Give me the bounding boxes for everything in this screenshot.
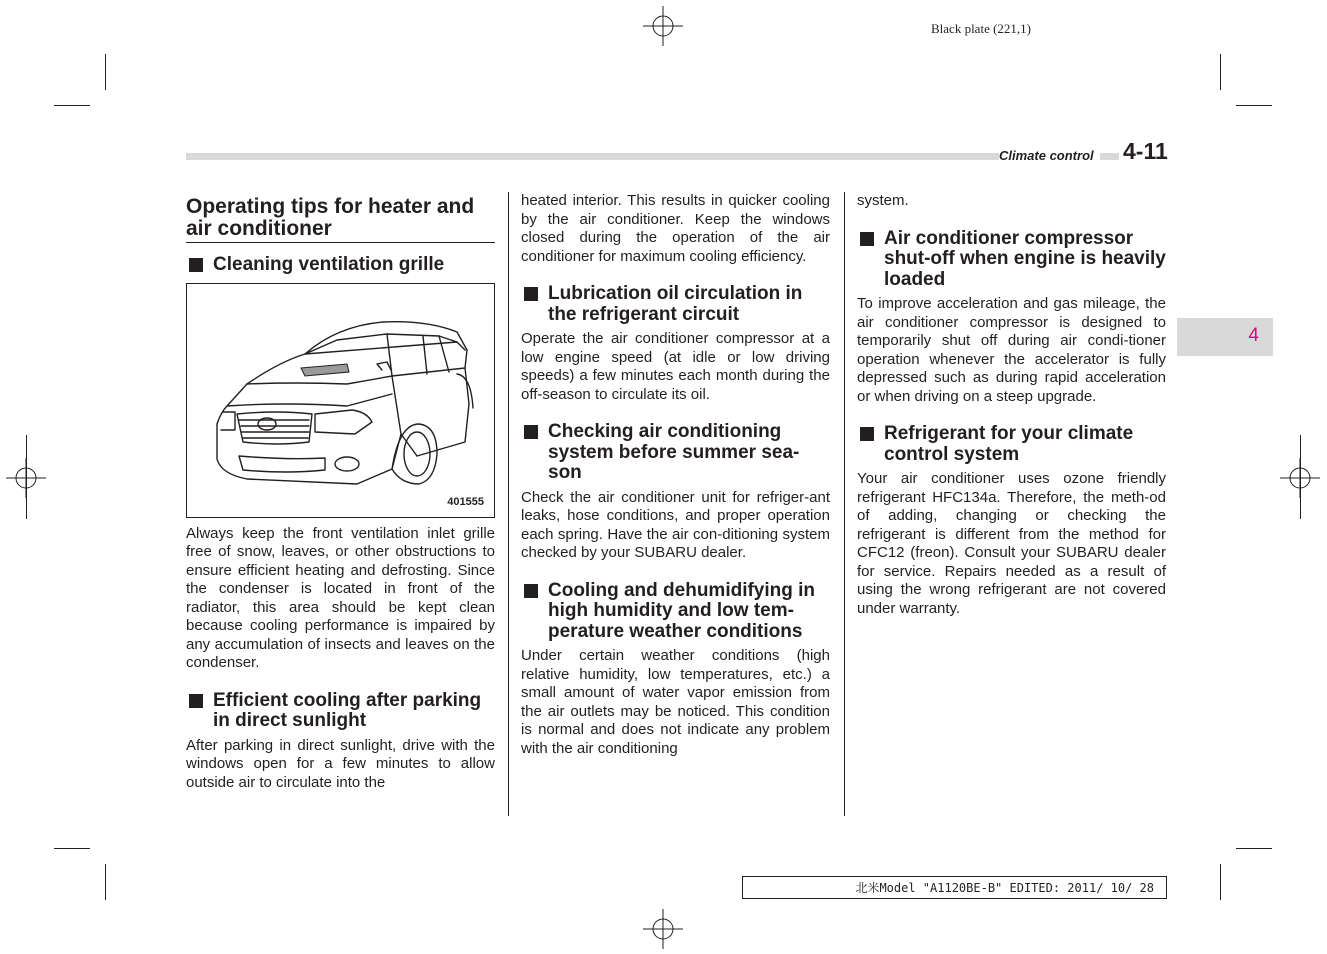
body-paragraph: To improve acceleration and gas mileage, the air conditioner compressor is designed to temporarily shut off during air condi-tioner operation whenever the accelerator is fully depressed such as during rapid acceleration or when driving on a steep upgrade. — [857, 295, 1166, 405]
bullet-square-icon — [860, 232, 874, 246]
section-heading — [521, 581, 830, 643]
column-1 — [186, 192, 495, 792]
body-paragraph: Your air conditioner uses ozone friendly refrigerant HFC134a. Therefore, the meth-od of adding, changing or checking the refrigerant is different from the method for CFC12 (freon). Consult your SUBARU dealer for service. Repairs needed as a result of using the wrong refrigerant are not covered under warranty. — [857, 470, 1166, 617]
edit-stamp-box — [742, 876, 1167, 899]
bullet-square-icon — [524, 584, 538, 598]
body-paragraph: Always keep the front ventilation inlet grille free of snow, leaves, or other obstructions to ensure efficient heating and defrosting. Since the condenser is located in front of the radiator, this area should be kept clean because cooling performance is impaired by any accumulation of insects and leaves on the condenser. — [186, 524, 495, 671]
registration-mark-icon — [643, 909, 683, 949]
section-heading — [521, 422, 830, 484]
registration-mark-icon — [643, 6, 683, 46]
body-paragraph: Under certain weather conditions (high relative humidity, low temperatures, etc.) a small amount of water vapor emission from the air outlets may be noticed. This condition is normal and does not indicate any problem with the air conditioning — [521, 647, 830, 757]
plate-label: Black plate (221,1) — [931, 21, 1031, 36]
section-title: Climate control — [999, 148, 1100, 163]
body-paragraph: Operate the air conditioner compressor at a low engine speed (at idle or low driving speeds) a few minutes each month during the off-season to circulate its oil. — [521, 330, 830, 403]
section-heading — [857, 229, 1166, 291]
crop-mark — [54, 848, 90, 849]
section-heading-text: Cleaning ventilation grille — [213, 254, 445, 275]
bullet-square-icon — [860, 427, 874, 441]
crop-mark — [1236, 105, 1272, 106]
body-paragraph: After parking in direct sunlight, drive with the windows open for a few minutes to allow outside air to circulate into the — [186, 736, 495, 791]
column-3 — [857, 192, 1166, 618]
body-paragraph: Check the air conditioner unit for refriger-ant leaks, hose conditions, and proper operation each spring. Have the air con-ditioning system checked by your SUBARU dealer. — [521, 488, 830, 561]
crop-mark — [26, 435, 27, 519]
section-heading-text: Efficient cooling after parking in direct sunlight — [213, 689, 482, 731]
body-paragraph: heated interior. This results in quicker cooling by the air conditioner. Keep the windows closed during the operation of the air conditioner for maximum cooling efficiency. — [521, 192, 830, 265]
section-heading — [857, 424, 1166, 465]
section-heading-text: Cooling and dehumidifying in high humidity and low tem-perature weather conditions — [548, 579, 816, 642]
section-heading-text: Lubrication oil circulation in the refrigerant circuit — [548, 283, 803, 325]
crop-mark — [54, 105, 90, 106]
chapter-number: 4 — [1248, 325, 1259, 346]
body-paragraph: system. — [857, 192, 909, 209]
bullet-square-icon — [524, 287, 538, 301]
edit-stamp: 北米Model "A1120BE-B" EDITED: 2011/ 10/ 28 — [855, 881, 1154, 895]
crop-mark — [105, 864, 106, 900]
crop-mark — [1220, 54, 1221, 90]
section-heading-text: Refrigerant for your climate control system — [884, 423, 1134, 465]
section-heading — [186, 255, 495, 276]
section-heading-text: Checking air conditioning system before summer sea-son — [548, 421, 800, 483]
column-divider — [844, 192, 845, 816]
page-number: 4-11 — [1119, 138, 1170, 165]
chapter-tab — [1177, 318, 1273, 356]
figure-number: 401555 — [447, 495, 484, 508]
section-heading — [186, 691, 495, 732]
bullet-square-icon — [189, 258, 203, 272]
crop-mark — [1220, 864, 1221, 900]
page-heading: Operating tips for heater and air conditioner — [186, 196, 495, 243]
car-illustration — [186, 283, 495, 518]
crop-mark — [1236, 848, 1272, 849]
car-front-icon — [187, 284, 494, 517]
crop-mark — [105, 54, 106, 90]
section-heading-text: Air conditioner compressor shut-off when engine is heavily loaded — [884, 227, 1166, 290]
bullet-square-icon — [189, 694, 203, 708]
crop-mark — [1300, 435, 1301, 519]
bullet-square-icon — [524, 425, 538, 439]
section-heading — [521, 284, 830, 325]
column-divider — [508, 192, 509, 816]
column-2 — [521, 192, 830, 758]
